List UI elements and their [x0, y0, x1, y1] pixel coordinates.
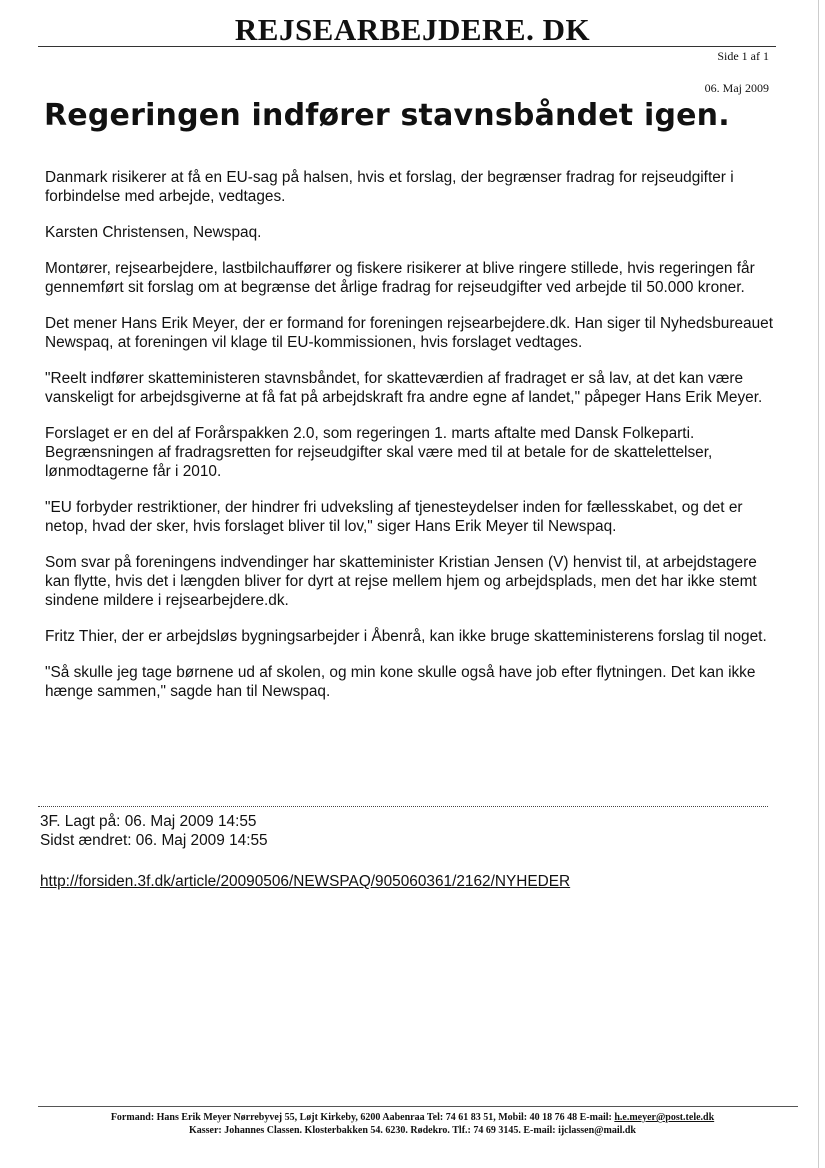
article-paragraph: Danmark risikerer at få en EU-sag på halsen, hvis et forslag, der begrænser fradrag for rejseudgifter i forbindelse med arbejde, vedtages.: [45, 169, 734, 205]
article-date: 06. Maj 2009: [704, 81, 769, 95]
article-headline: Regeringen indfører stavnsbåndet igen.: [44, 98, 730, 133]
footer-treasurer-line: Kasser: Johannes Classen. Klosterbakken 54. 6230. Rødekro. Tlf.: 74 69 3145. E-mail: ijclassen@mail.dk: [188, 1125, 636, 1136]
chairman-email-link[interactable]: h.e.meyer@post.tele.dk: [614, 1112, 715, 1123]
article-paragraph: Det mener Hans Erik Meyer, der er formand for foreningen rejsearbejdere.dk. Han siger til Nyhedsbureauet Newspaq, at foreningen vil klage til EU-kommissionen, hvis forslaget vedtages.: [45, 315, 773, 351]
article-paragraph: Som svar på foreningens indvendinger har skatteminister Kristian Jensen (V) henvist til, at arbejdstagere kan flytte, hvis det i længden bliver for dyrt at rejse mellem hjem og arbejdsplads, men det har ikke stemt sindene mildere i rejsearbejdere.dk.: [45, 554, 757, 609]
site-title: REJSEARBEJDERE. DK: [234, 12, 591, 47]
article-byline: Karsten Christensen, Newspaq.: [45, 224, 262, 241]
article-paragraph: Forslaget er en del af Forårspakken 2.0, som regeringen 1. marts aftalte med Dansk Folkeparti. Begrænsningen af fradragsretten for rejseudgifter skal være med til at betale for de skattelettelser, lønmodtagerne får i 2010.: [45, 425, 713, 480]
source-link[interactable]: http://forsiden.3f.dk/article/20090506/NEWSPAQ/905060361/2162/NYHEDER: [40, 873, 571, 890]
article-meta: [40, 812, 268, 850]
article-divider: [38, 806, 768, 807]
article-paragraph: "Så skulle jeg tage børnene ud af skolen, og min kone skulle også have job efter flytningen. Det kan ikke hænge sammen," sagde han til Newspaq.: [45, 664, 756, 700]
footer-chairman-text: Formand: Hans Erik Meyer Nørrebyvej 55, Løjt Kirkeby, 6200 Aabenraa Tel: 74 61 83 51, Mobil: 40 18 76 48 E-mail:: [110, 1112, 612, 1123]
article-paragraph: "Reelt indfører skatteministeren stavnsbåndet, for skatteværdien af fradraget er så lav, at det kan være vanskeligt for arbejdsgiverne at få fat på arbejdskraft fra andre egne af landet," påpeger Hans Erik Meyer.: [45, 370, 763, 406]
page-number: Side 1 af 1: [717, 49, 769, 63]
article-paragraph: Fritz Thier, der er arbejdsløs bygningsarbejder i Åbenrå, kan ikke bruge skatteministerens forslag til noget.: [45, 628, 767, 645]
article-paragraph: Montører, rejsearbejdere, lastbilchauffører og fiskere risikerer at blive ringere stillede, hvis regeringen får gennemført sit forslag om at begrænse det årlige fradrag for rejseudgifter ved arbejde til 50.000 kroner.: [45, 260, 755, 296]
article-paragraph: "EU forbyder restriktioner, der hindrer fri udveksling af tjenesteydelser inden for fællesskabet, og det er netop, hvad der sker, hvis forslaget bliver til lov," siger Hans Erik Meyer til Newspaq.: [45, 499, 743, 535]
modified-timestamp: Sidst ændret: 06. Maj 2009 14:55: [40, 832, 268, 849]
header-rule: [38, 46, 776, 47]
posted-timestamp: 3F. Lagt på: 06. Maj 2009 14:55: [40, 813, 257, 830]
scan-edge-line: [818, 0, 819, 1168]
footer-contact: [0, 1111, 825, 1137]
article-body: [45, 168, 785, 718]
footer-rule: [38, 1106, 798, 1107]
footer-chairman-line: [0, 1111, 825, 1124]
